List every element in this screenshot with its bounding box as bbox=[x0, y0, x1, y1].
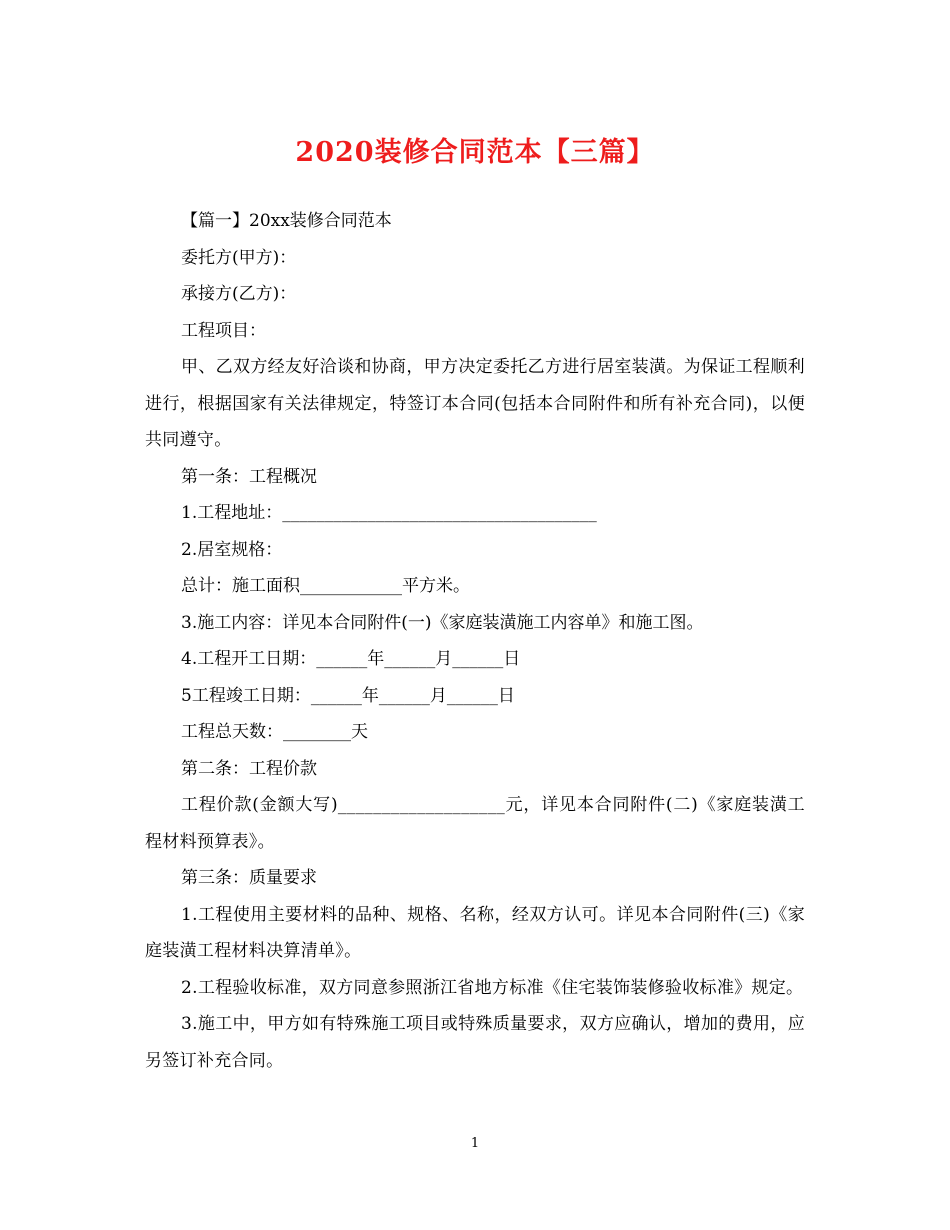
document-body bbox=[145, 203, 805, 1079]
intro-paragraph: 甲、乙双方经友好洽谈和协商，甲方决定委托乙方进行居室装潢。为保证工程顺利进行，根据国家有关法律规定，特签订本合同(包括本合同附件和所有补充合同)，以便共同遵守。 bbox=[145, 357, 805, 450]
price-paragraph: 工程价款(金额大写)___________________元，详见本合同附件(二)《家庭装潢工程材料预算表》。 bbox=[145, 795, 805, 852]
contractor-line: 承接方(乙方)： bbox=[181, 284, 297, 304]
quality-2-paragraph: 2.工程验收标准，双方同意参照浙江省地方标准《住宅装饰装修验收标准》规定。 bbox=[181, 977, 804, 998]
address-line: 1.工程地址：_____________________________________ bbox=[181, 503, 597, 523]
article-1-heading: 第一条：工程概况 bbox=[181, 466, 317, 487]
project-line: 工程项目： bbox=[181, 320, 266, 341]
total-days-line: 工程总天数：________天 bbox=[181, 722, 368, 742]
spec-line: 2.居室规格： bbox=[181, 539, 283, 560]
client-line: 委托方(甲方)： bbox=[181, 247, 297, 268]
article-3-heading: 第三条：质量要求 bbox=[181, 868, 317, 888]
section-heading: 【篇一】20xx装修合同范本 bbox=[181, 211, 392, 231]
quality-3-paragraph: 3.施工中，甲方如有特殊施工项目或特殊质量要求，双方应确认，增加的费用，应另签订补充合同。 bbox=[145, 1014, 805, 1071]
article-2-heading: 第二条：工程价款 bbox=[181, 758, 317, 779]
end-date-line: 5工程竣工日期：______年______月______日 bbox=[181, 685, 515, 706]
quality-1-paragraph: 1.工程使用主要材料的品种、规格、名称，经双方认可。详见本合同附件(三)《家庭装潢工程材料决算清单》。 bbox=[145, 904, 805, 961]
document-title: 2020装修合同范本【三篇】 bbox=[295, 137, 655, 168]
total-area-line: 总计：施工面积____________平方米。 bbox=[181, 576, 470, 596]
start-date-line: 4.工程开工日期：______年______月______日 bbox=[181, 649, 521, 669]
content-line: 3.施工内容：详见本合同附件(一)《家庭装潢施工内容单》和施工图。 bbox=[181, 612, 704, 633]
page-number: 1 bbox=[470, 1136, 480, 1151]
